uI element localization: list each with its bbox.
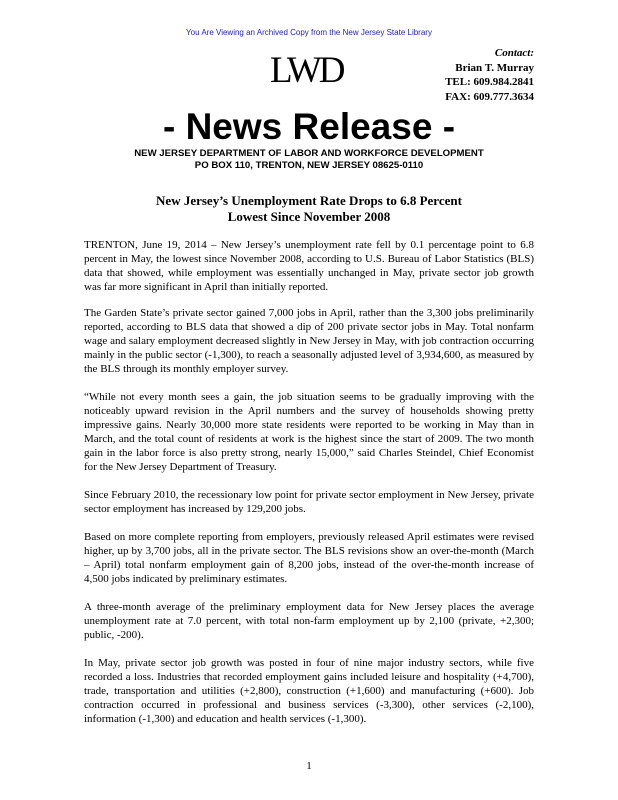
page-number: 1 xyxy=(306,760,312,772)
department-block xyxy=(0,148,618,172)
contact-tel: TEL: 609.984.2841 xyxy=(445,76,534,88)
release-title-line2: Lowest Since November 2008 xyxy=(227,209,391,224)
department-name: NEW JERSEY DEPARTMENT OF LABOR AND WORKFORCE DEVELOPMENT xyxy=(134,148,484,159)
contact-label: Contact: xyxy=(494,47,534,59)
archive-notice: You Are Viewing an Archived Copy from the New Jersey State Library xyxy=(186,28,432,37)
department-address: PO BOX 110, TRENTON, NEW JERSEY 08625-0110 xyxy=(194,160,424,171)
release-title-line1: New Jersey’s Unemployment Rate Drops to 6.8 Percent xyxy=(156,193,462,208)
paragraph-5: Based on more complete reporting from employers, previously released April estimates were revised higher, up by 3,700 jobs, all in the private sector. The BLS revisions show an over-the-month (March – April) total nonfarm employment gain of 8,200 jobs, instead of the over-the-month increase of 4,500 jobs indicated by preliminary estimates. xyxy=(84,531,534,585)
contact-block xyxy=(445,46,534,104)
lwd-logo: LWD xyxy=(270,50,343,91)
paragraph-3: “While not every month sees a gain, the job situation seems to be gradually improving with the noticeably upward revision in the April numbers and the survey of households showing pretty impressive gains. Nearly 30,000 more state residents were reported to be working in May than in March, and the total count of residents at work is the highest since the start of 2009. The two month gain in the labor force is also pretty strong, nearly 15,000,” said Charles Steindel, Chief Economist for the New Jersey Department of Treasury. xyxy=(84,391,534,473)
paragraph-7: In May, private sector job growth was posted in four of nine major industry sectors, while five recorded a loss. Industries that recorded employment gains included leisure and hospitality (+4,700), trade, transportation and utilities (+2,800), construction (+1,600) and manufacturing (+600). Job contraction occurred in professional and business services (-3,300), other services (-2,100), information (-1,300) and education and health services (-1,300). xyxy=(84,657,534,725)
paragraph-1: TRENTON, June 19, 2014 – New Jersey’s unemployment rate fell by 0.1 percentage point to 6.8 percent in May, the lowest since November 2008, according to U.S. Bureau of Labor Statistics (BLS) data that showed, while employment was essentially unchanged in May, private sector job growth was far more significant in April than initially reported. xyxy=(84,239,534,293)
release-title xyxy=(0,193,618,225)
contact-name: Brian T. Murray xyxy=(455,61,534,74)
contact-fax: FAX: 609.777.3634 xyxy=(445,90,534,103)
paragraph-4: Since February 2010, the recessionary low point for private sector employment in New Jersey, private sector employment has increased by 129,200 jobs. xyxy=(84,489,534,515)
news-release-headline: - News Release - xyxy=(162,106,456,147)
paragraph-6: A three-month average of the preliminary employment data for New Jersey places the average unemployment rate at 7.0 percent, with total non-farm employment up by 2,100 (private, +2,300; public, -200). xyxy=(84,601,534,641)
paragraph-2: The Garden State’s private sector gained 7,000 jobs in April, rather than the 3,300 jobs preliminarily reported, according to BLS data that showed a dip of 200 private sector jobs in May. Total nonfarm wage and salary employment decreased slightly in New Jersey in May, with job contraction occurring mainly in the public sector (-1,300), to reach a seasonally adjusted level of 3,934,600, as measured by the BLS through its monthly employer survey. xyxy=(84,307,534,375)
